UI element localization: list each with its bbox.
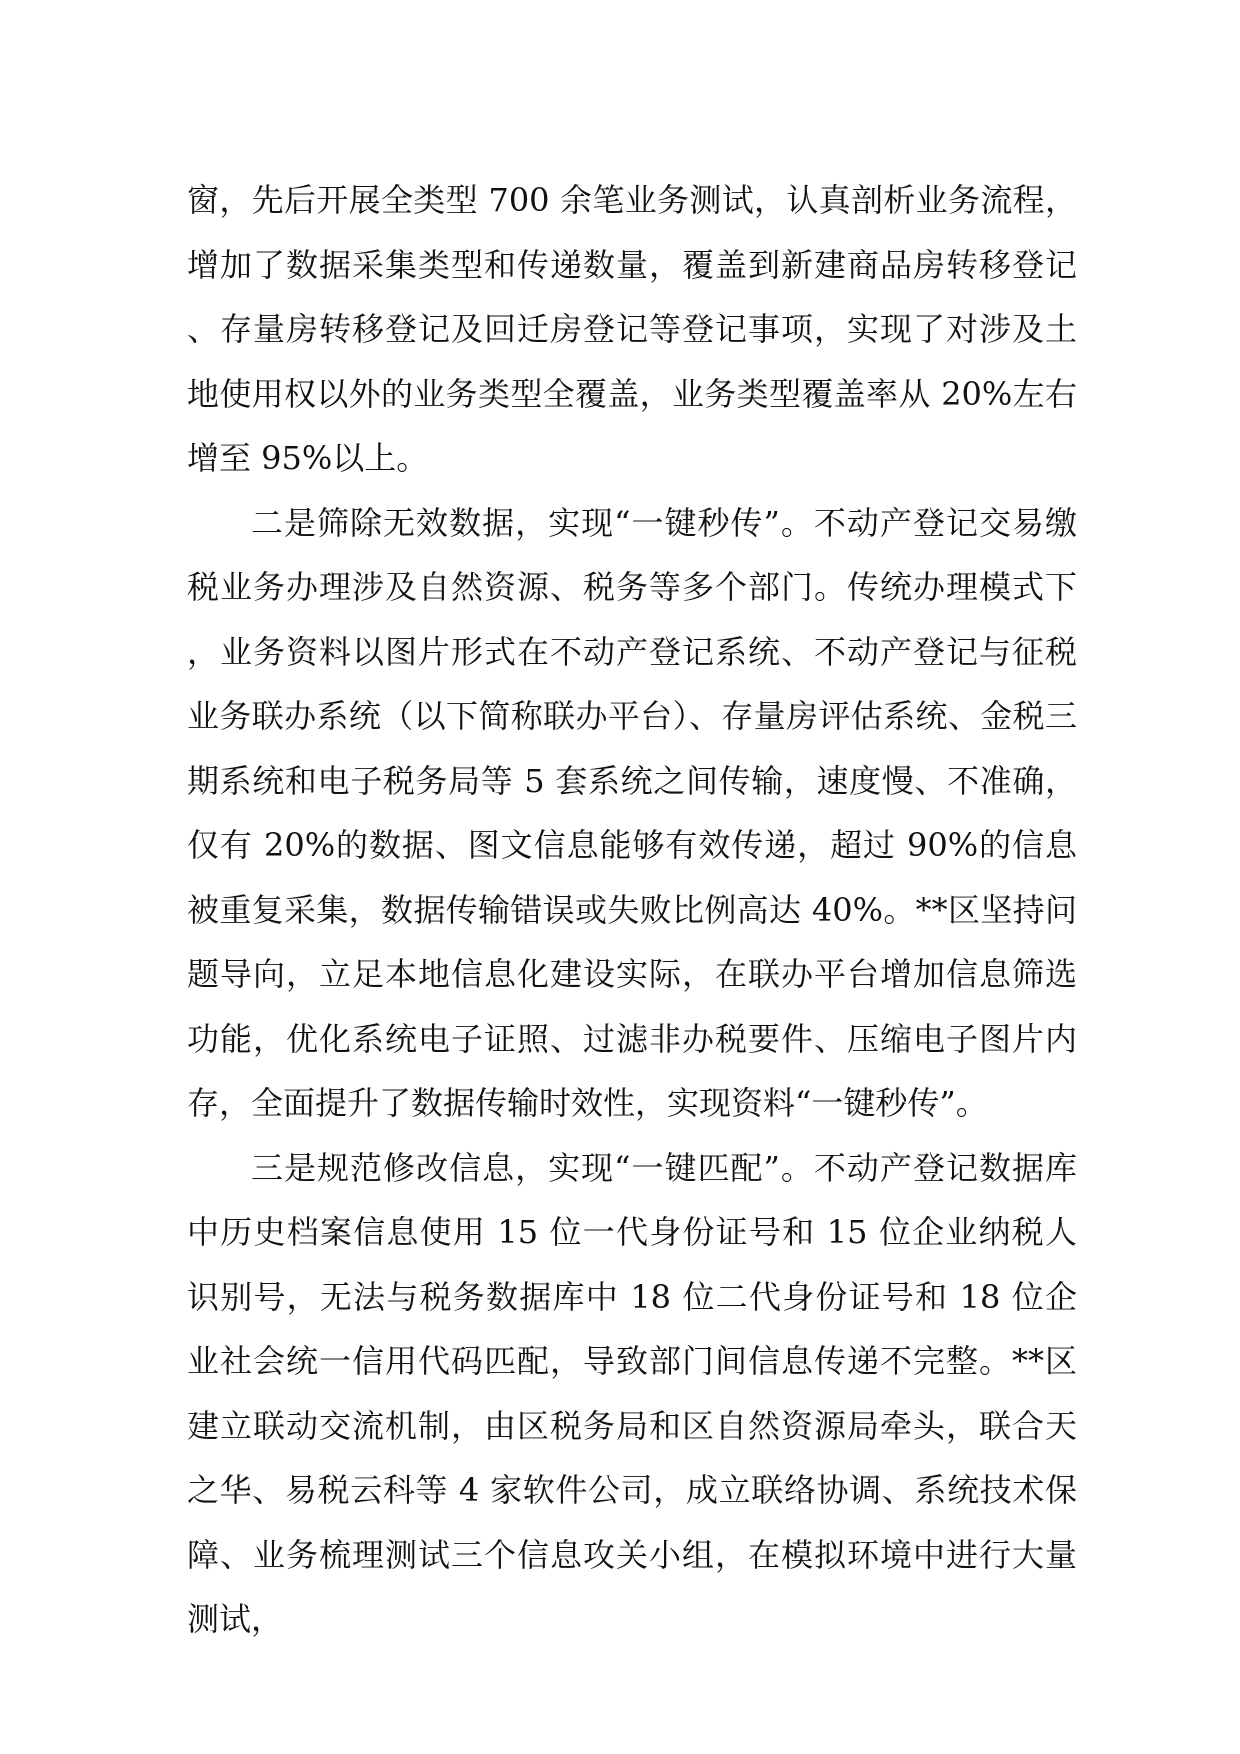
body-text — [187, 168, 1077, 1652]
paragraph-1: 窗，先后开展全类型 700 余笔业务测试，认真剖析业务流程，增加了数据采集类型和传递数量，覆盖到新建商品房转移登记、存量房转移登记及回迁房登记等登记事项，实现了对涉及土地使用权以外的业务类型全覆盖，业务类型覆盖率从 20%左右增至 95%以上。 — [187, 181, 1077, 477]
paragraph-2: 二是筛除无效数据，实现“一键秒传”。不动产登记交易缴税业务办理涉及自然资源、税务等多个部门。传统办理模式下，业务资料以图片形式在不动产登记系统、不动产登记与征税业务联办系统（以下简称联办平台）、存量房评估系统、金税三期系统和电子税务局等 5 套系统之间传输，速度慢、不准确，仅有 20%的数据、图文信息能够有效传递，超过 90%的信息被重复采集，数据传输错误或失败比例高达 40%。**区坚持问题导向，立足本地信息化建设实际，在联办平台增加信息筛选功能，优化系统电子证照、过滤非办税要件、压缩电子图片内存，全面提升了数据传输时效性，实现资料“一键秒传”。 — [187, 503, 1077, 1122]
paragraph-3: 三是规范修改信息，实现“一键匹配”。不动产登记数据库中历史档案信息使用 15 位一代身份证号和 15 位企业纳税人识别号，无法与税务数据库中 18 位二代身份证号和 18 位企业社会统一信用代码匹配，导致部门间信息传递不完整。**区建立联动交流机制，由区税务局和区自然资源局牵头，联合天之华、易税云科等 4 家软件公司，成立联络协调、系统技术保障、业务梳理测试三个信息攻关小组，在模拟环境中进行大量测试， — [187, 1148, 1077, 1638]
